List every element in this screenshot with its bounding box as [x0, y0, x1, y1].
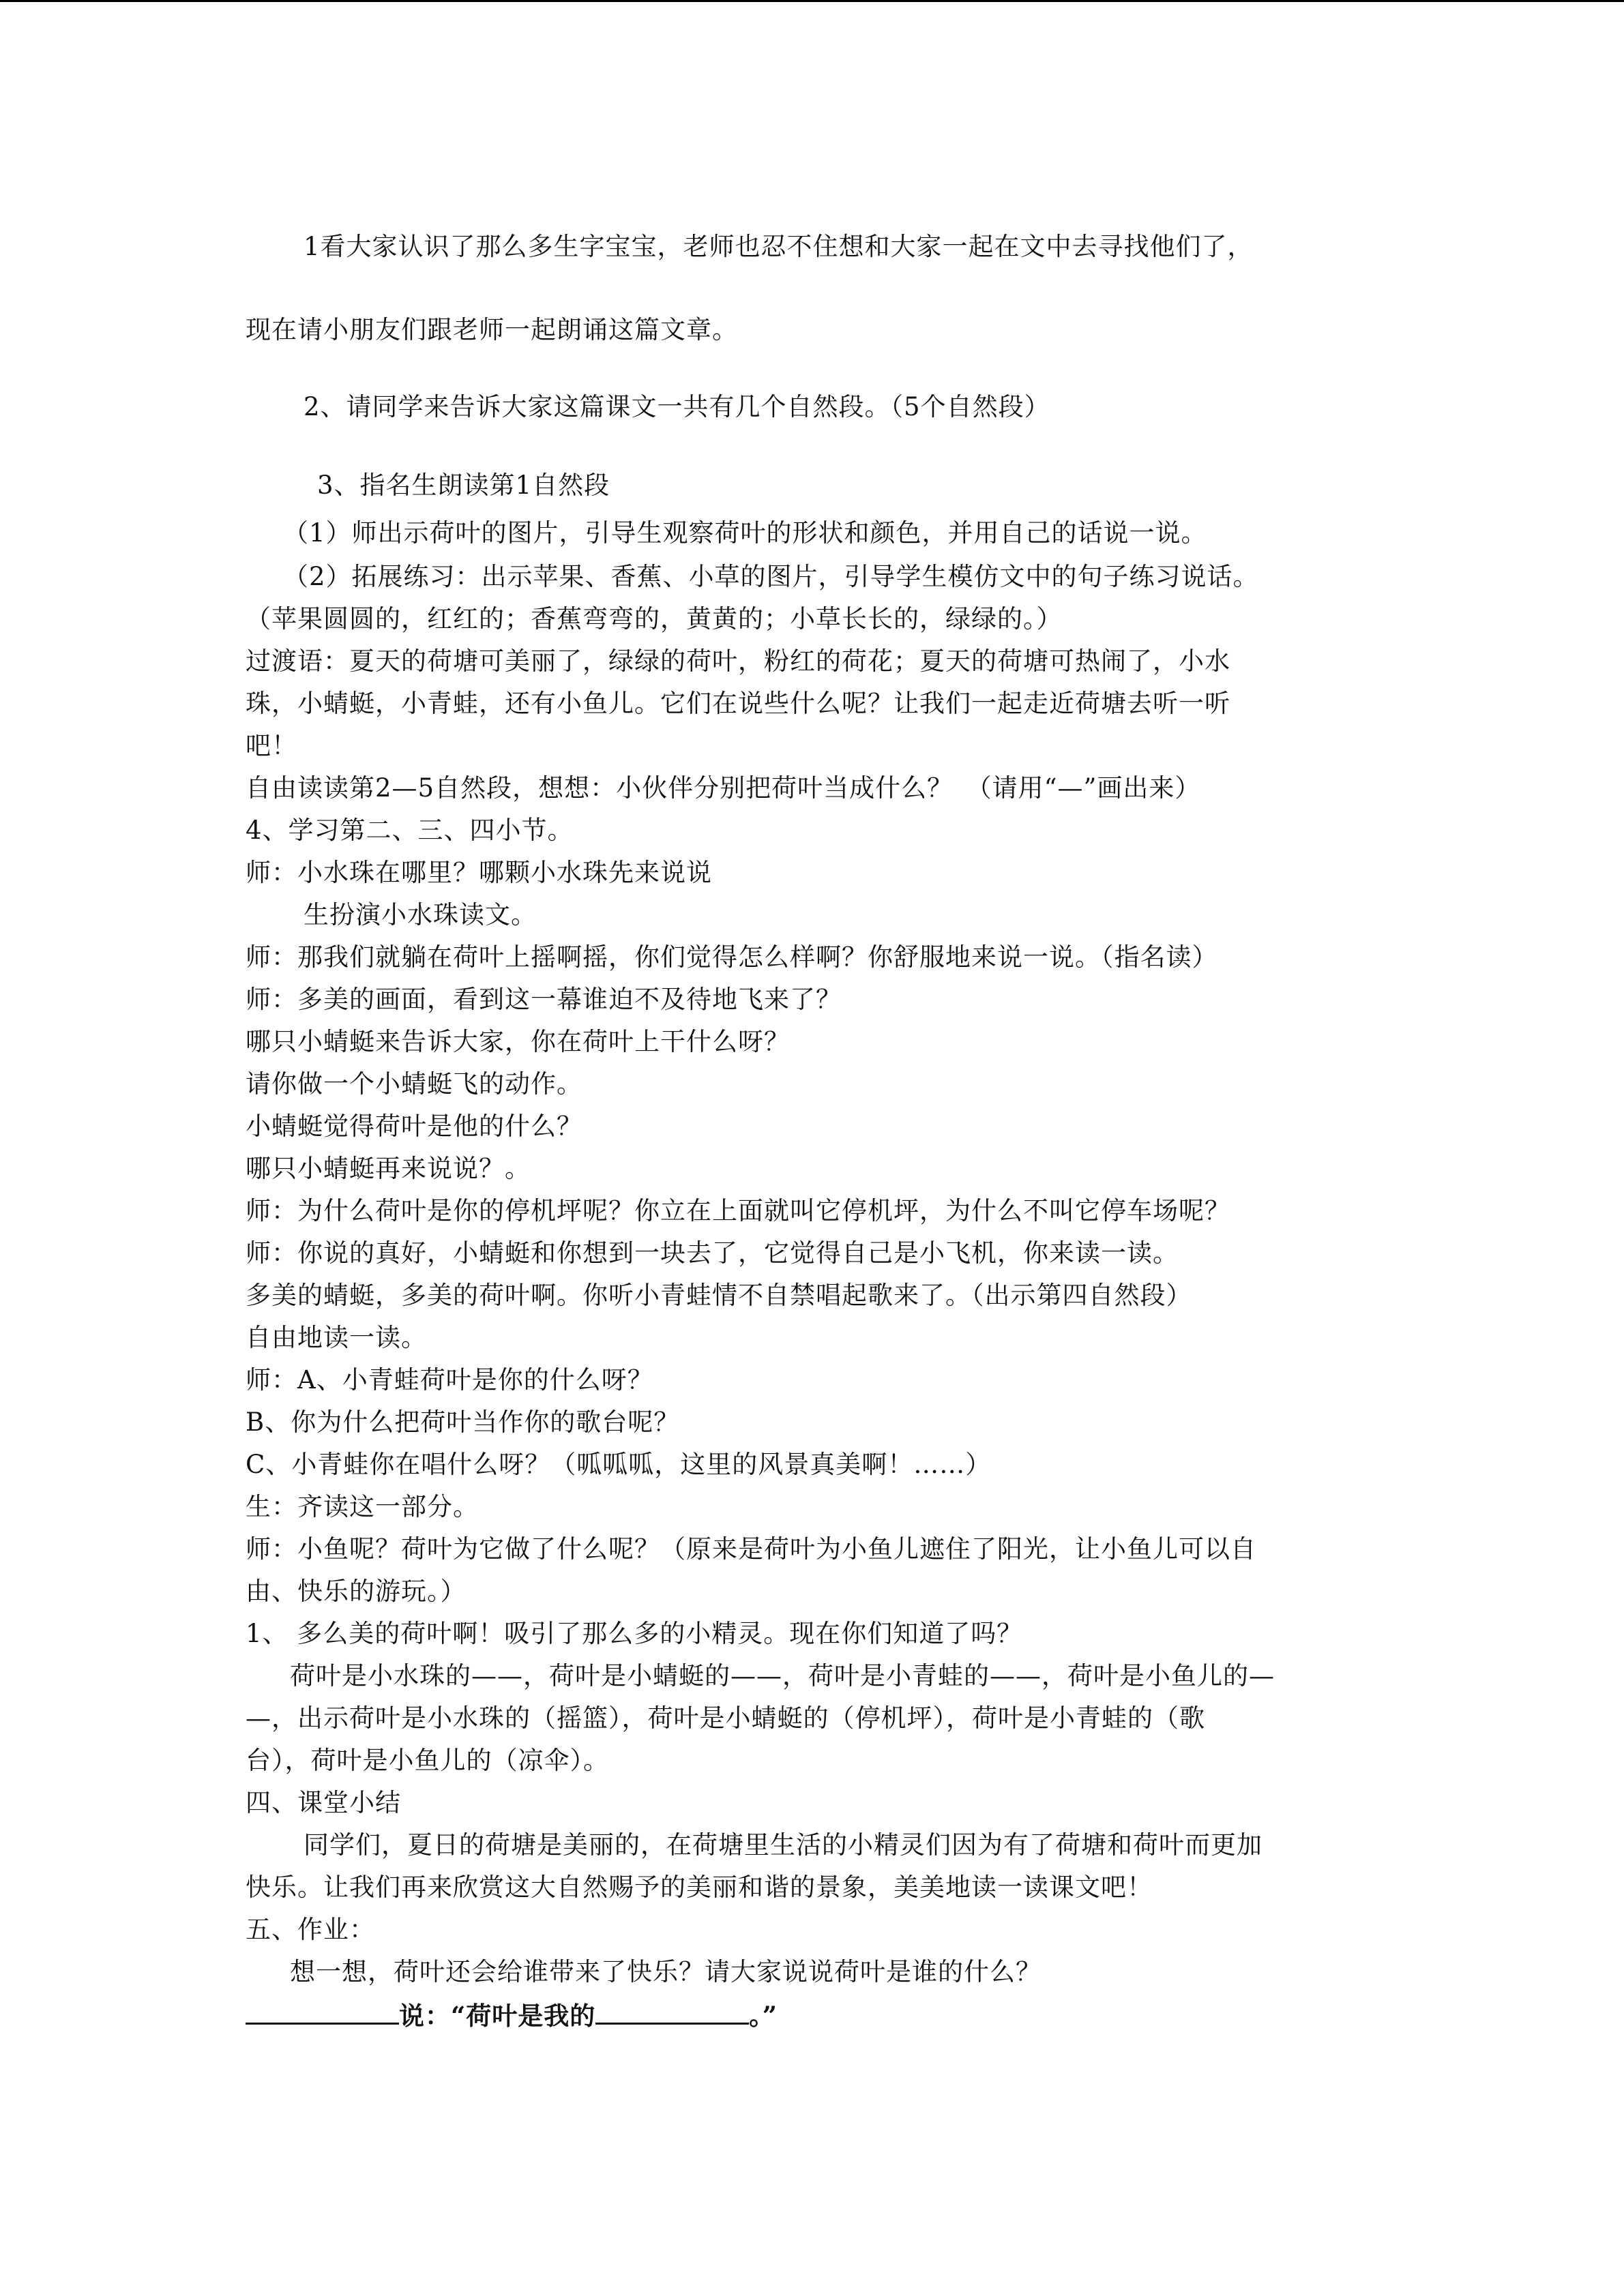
text-line: 五、作业： [246, 1915, 375, 1944]
text-line: 1、 多么美的荷叶啊！吸引了那么多的小精灵。现在你们知道了吗？ [246, 1619, 1023, 1648]
text-line: 生扮演小水珠读文。 [304, 900, 537, 929]
text-line: 自由地读一读。 [246, 1323, 427, 1352]
text-line: 哪只小蜻蜓来告诉大家，你在荷叶上干什么呀？ [246, 1027, 790, 1056]
text-line: 珠，小蜻蜓，小青蛙，还有小鱼儿。它们在说些什么呢？让我们一起走近荷塘去听一听 [246, 689, 1230, 718]
text-line: （苹果圆圆的，红红的；香蕉弯弯的，黄黄的；小草长长的，绿绿的。） [246, 604, 1063, 633]
text-line: 同学们，夏日的荷塘是美丽的，在荷塘里生活的小精灵们因为有了荷塘和荷叶而更加 [304, 1830, 1263, 1860]
text-line: 师：为什么荷叶是你的停机坪呢？你立在上面就叫它停机坪，为什么不叫它停车场呢？ [246, 1196, 1230, 1225]
text-line: 由、快乐的游玩。） [246, 1577, 467, 1606]
text-line: 吧！ [246, 731, 297, 760]
text-line: （2）拓展练习：出示苹果、香蕉、小草的图片，引导学生模仿文中的句子练习说话。 [283, 562, 1259, 591]
text-line: 4、学习第二、三、四小节。 [246, 816, 574, 845]
text-line: 快乐。让我们再来欣赏这大自然赐予的美丽和谐的景象，美美地读一读课文吧！ [246, 1873, 1153, 1902]
text-line: 荷叶是小水珠的——，荷叶是小蜻蜓的——，荷叶是小青蛙的——，荷叶是小鱼儿的— [290, 1661, 1275, 1690]
text-line: 1看大家认识了那么多生字宝宝，老师也忍不住想和大家一起在文中去寻找他们了， [304, 232, 1254, 261]
text-line: 师：你说的真好，小蜻蜓和你想到一块去了，它觉得自己是小飞机，你来读一读。 [246, 1238, 1179, 1268]
text-line: 多美的蜻蜓，多美的荷叶啊。你听小青蛙情不自禁唱起歌来了。（出示第四自然段） [246, 1281, 1192, 1310]
text-line: 哪只小蜻蜓再来说说？。 [246, 1154, 531, 1183]
text-line: 现在请小朋友们跟老师一起朗诵这篇文章。 [246, 315, 738, 344]
text-line: 师：多美的画面，看到这一幕谁迫不及待地飞来了？ [246, 985, 842, 1014]
fill-in-blank-text: 说：“荷叶是我的 [399, 2001, 596, 2031]
text-line: （1）师出示荷叶的图片，引导生观察荷叶的形状和颜色，并用自己的话说一说。 [283, 518, 1207, 548]
text-line: 过渡语：夏天的荷塘可美丽了，绿绿的荷叶，粉红的荷花；夏天的荷塘可热闹了，小水 [246, 646, 1230, 676]
fill-in-blank-line [246, 1999, 778, 2031]
text-line: 请你做一个小蜻蜓飞的动作。 [246, 1069, 582, 1099]
fill-in-blank-end: 。” [749, 2001, 778, 2031]
text-line: 四、课堂小结 [246, 1788, 401, 1817]
text-line: 师：小鱼呢？荷叶为它做了什么呢？（原来是荷叶为小鱼儿遮住了阳光，让小鱼儿可以自 [246, 1534, 1256, 1564]
text-line: 生：齐读这一部分。 [246, 1492, 479, 1521]
text-line: 师：小水珠在哪里？哪颗小水珠先来说说 [246, 858, 712, 887]
text-line: 2、请同学来告诉大家这篇课文一共有几个自然段。（5个自然段） [304, 392, 1050, 421]
text-line: C、小青蛙你在唱什么呀？（呱呱呱，这里的风景真美啊！……） [246, 1450, 992, 1479]
text-line: 台），荷叶是小鱼儿的（凉伞）。 [246, 1746, 609, 1775]
text-line: 师：那我们就躺在荷叶上摇啊摇，你们觉得怎么样啊？你舒服地来说一说。（指名读） [246, 942, 1218, 972]
text-line: 师：A、小青蛙荷叶是你的什么呀？ [246, 1365, 653, 1395]
text-line: 3、指名生朗读第1自然段 [317, 471, 610, 500]
answer-blank[interactable] [246, 1999, 399, 2025]
text-line: 想一想，荷叶还会给谁带来了快乐？请大家说说荷叶是谁的什么？ [290, 1957, 1042, 1986]
text-line: 小蜻蜓觉得荷叶是他的什么？ [246, 1112, 582, 1141]
text-line: —，出示荷叶是小水珠的（摇篮），荷叶是小蜻蜓的（停机坪），荷叶是小青蛙的（歌 [246, 1703, 1205, 1733]
text-line: 自由读读第2—5自然段，想想：小伙伴分别把荷叶当成什么？ （请用“—”画出来） [246, 773, 1201, 803]
page-top-border [0, 0, 1624, 2]
text-line: B、你为什么把荷叶当作你的歌台呢？ [246, 1407, 680, 1437]
answer-blank[interactable] [595, 1999, 749, 2025]
